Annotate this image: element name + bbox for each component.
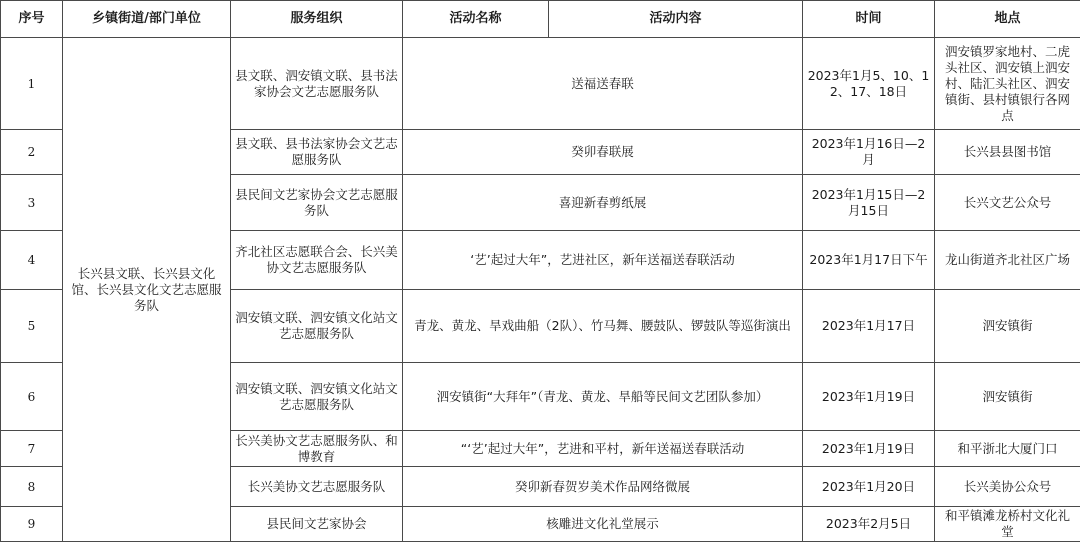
place-cell: 长兴县县图书馆 (935, 130, 1080, 175)
activity-cell: 喜迎新春剪纸展 (403, 175, 803, 231)
place-cell: 长兴文艺公众号 (935, 175, 1080, 231)
org-cell: 齐北社区志愿联合会、长兴美协文艺志愿服务队 (231, 231, 403, 290)
row-number: 8 (1, 467, 63, 507)
time-cell: 2023年1月19日 (803, 363, 935, 431)
place-cell: 龙山街道齐北社区广场 (935, 231, 1080, 290)
place-cell: 和平镇滩龙桥村文化礼堂 (935, 507, 1080, 542)
org-cell: 泗安镇文联、泗安镇文化站文艺志愿服务队 (231, 363, 403, 431)
header-activity-name: 活动名称 (403, 1, 549, 38)
row-number: 2 (1, 130, 63, 175)
activity-cell: 癸卯春联展 (403, 130, 803, 175)
row-number: 1 (1, 38, 63, 130)
org-cell: 县文联、县书法家协会文艺志愿服务队 (231, 130, 403, 175)
table-row (1, 38, 1080, 130)
time-cell: 2023年1月5、10、12、17、18日 (803, 38, 935, 130)
row-number: 3 (1, 175, 63, 231)
row-number: 4 (1, 231, 63, 290)
time-cell: 2023年1月15日—2月15日 (803, 175, 935, 231)
activity-cell: 泗安镇街“大拜年”（青龙、黄龙、旱船等民间文艺团队参加） (403, 363, 803, 431)
time-cell: 2023年1月20日 (803, 467, 935, 507)
header-unit: 乡镇街道/部门单位 (63, 1, 231, 38)
place-cell: 泗安镇街 (935, 290, 1080, 363)
activity-cell: 核雕进文化礼堂展示 (403, 507, 803, 542)
row-number: 7 (1, 431, 63, 467)
place-cell: 泗安镇罗家地村、二虎头社区、泗安镇上泗安村、陆汇头社区、泗安镇街、县村镇银行各网点 (935, 38, 1080, 130)
org-cell: 长兴美协文艺志愿服务队、和博教育 (231, 431, 403, 467)
activity-cell: ‘艺’起过大年”，艺进社区，新年送福送春联活动 (403, 231, 803, 290)
unit-cell: 长兴县文联、长兴县文化馆、长兴县文化文艺志愿服务队 (63, 38, 231, 542)
row-number: 6 (1, 363, 63, 431)
row-number: 9 (1, 507, 63, 542)
org-cell: 县民间文艺家协会文艺志愿服务队 (231, 175, 403, 231)
time-cell: 2023年1月17日下午 (803, 231, 935, 290)
header-row (1, 1, 1080, 38)
time-cell: 2023年1月17日 (803, 290, 935, 363)
activity-cell: 青龙、黄龙、旱戏曲船（2队）、竹马舞、腰鼓队、锣鼓队等巡街演出 (403, 290, 803, 363)
header-seq: 序号 (1, 1, 63, 38)
header-place: 地点 (935, 1, 1080, 38)
place-cell: 泗安镇街 (935, 363, 1080, 431)
header-activity-content: 活动内容 (549, 1, 803, 38)
activity-cell: “‘艺’起过大年”，艺进和平村，新年送福送春联活动 (403, 431, 803, 467)
time-cell: 2023年1月19日 (803, 431, 935, 467)
activity-cell: 送福送春联 (403, 38, 803, 130)
activity-cell: 癸卯新春贺岁美术作品网络微展 (403, 467, 803, 507)
place-cell: 长兴美协公众号 (935, 467, 1080, 507)
org-cell: 泗安镇文联、泗安镇文化站文艺志愿服务队 (231, 290, 403, 363)
header-org: 服务组织 (231, 1, 403, 38)
header-time: 时间 (803, 1, 935, 38)
org-cell: 县文联、泗安镇文联、县书法家协会文艺志愿服务队 (231, 38, 403, 130)
org-cell: 长兴美协文艺志愿服务队 (231, 467, 403, 507)
row-number: 5 (1, 290, 63, 363)
time-cell: 2023年1月16日—2月 (803, 130, 935, 175)
place-cell: 和平浙北大厦门口 (935, 431, 1080, 467)
org-cell: 县民间文艺家协会 (231, 507, 403, 542)
time-cell: 2023年2月5日 (803, 507, 935, 542)
